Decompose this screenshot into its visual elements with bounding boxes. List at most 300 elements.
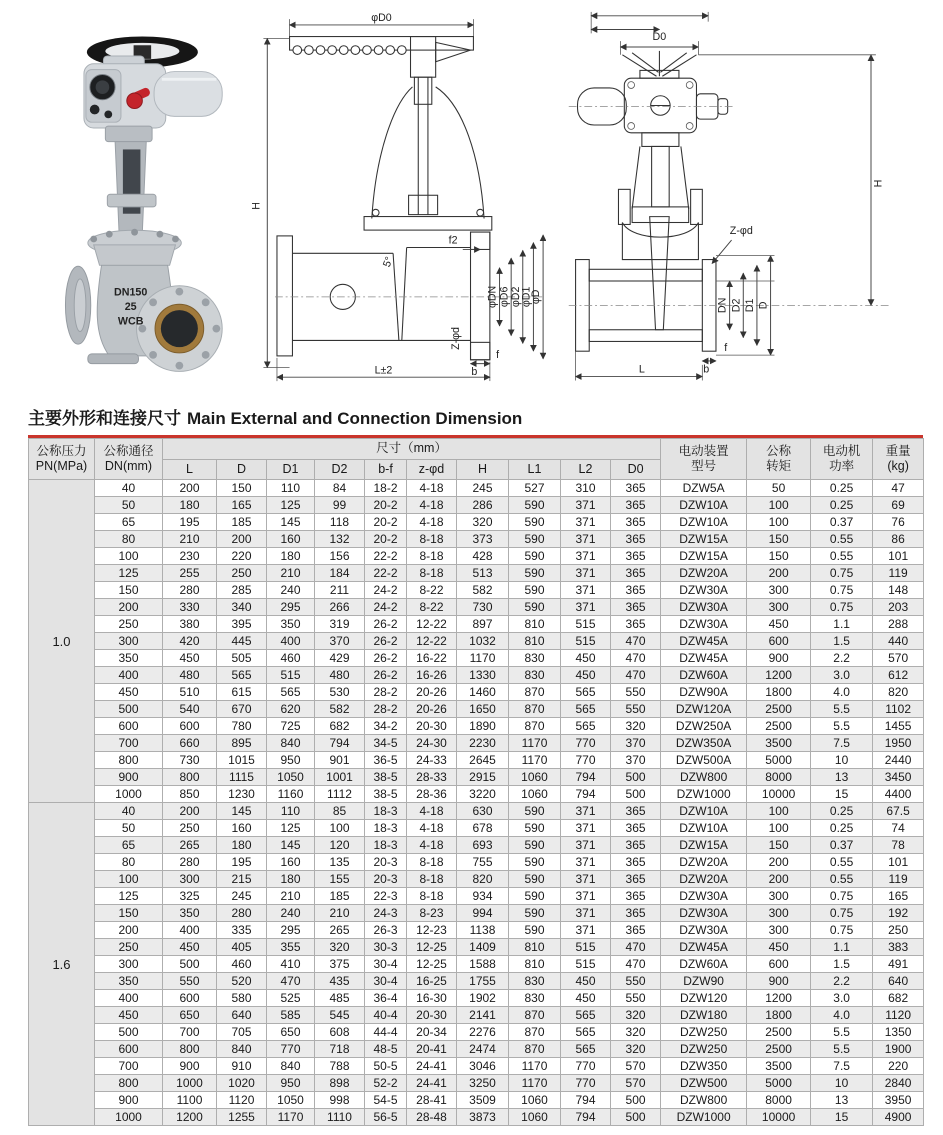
- cell-l1: 590: [509, 837, 561, 854]
- cell-power: 0.55: [811, 548, 873, 565]
- cell-weight: 570: [873, 650, 924, 667]
- cell-l2: 450: [561, 973, 611, 990]
- col-header-D1: D1: [267, 459, 315, 480]
- cell-weight: 4400: [873, 786, 924, 803]
- cell-l: 400: [163, 922, 217, 939]
- cell-z-phi-d: 20-34: [407, 1024, 457, 1041]
- cell-torque: 3500: [747, 1058, 811, 1075]
- cell-l: 420: [163, 633, 217, 650]
- cell-b-f: 28-2: [365, 684, 407, 701]
- cell-d2: 84: [315, 480, 365, 497]
- cell-dn: 125: [95, 888, 163, 905]
- cell-weight: 101: [873, 548, 924, 565]
- cell-dn: 50: [95, 497, 163, 514]
- cell-d0: 365: [611, 548, 661, 565]
- cell-l2: 565: [561, 718, 611, 735]
- cell-l1: 590: [509, 599, 561, 616]
- cell-d1: 180: [267, 871, 315, 888]
- cell-h: 3250: [457, 1075, 509, 1092]
- figure-row: [0, 0, 943, 398]
- cell-weight: 440: [873, 633, 924, 650]
- cell-b-f: 24-3: [365, 905, 407, 922]
- cell-weight: 119: [873, 871, 924, 888]
- cell-b-f: 36-4: [365, 990, 407, 1007]
- cell-d1: 950: [267, 1075, 315, 1092]
- cell-d0: 470: [611, 650, 661, 667]
- cell-weight: 2840: [873, 1075, 924, 1092]
- cell-d2: 120: [315, 837, 365, 854]
- cell-power: 1.1: [811, 939, 873, 956]
- cell-weight: 47: [873, 480, 924, 497]
- cell-d0: 365: [611, 497, 661, 514]
- cell-l2: 371: [561, 531, 611, 548]
- cell-b-f: 24-2: [365, 582, 407, 599]
- cell-h: 1755: [457, 973, 509, 990]
- cell-z-phi-d: 20-26: [407, 701, 457, 718]
- cell-d2: 545: [315, 1007, 365, 1024]
- cell-torque: 10000: [747, 1109, 811, 1126]
- cell-weight: 682: [873, 990, 924, 1007]
- table-row: [29, 922, 924, 939]
- cell-dn: 200: [95, 922, 163, 939]
- cell-torque: 200: [747, 854, 811, 871]
- cell-l: 650: [163, 1007, 217, 1024]
- cell-l1: 870: [509, 1024, 561, 1041]
- cell-d: 340: [217, 599, 267, 616]
- cell-d1: 950: [267, 752, 315, 769]
- table-row: [29, 990, 924, 1007]
- cell-d0: 370: [611, 752, 661, 769]
- cell-actuator-model: DZW5A: [661, 480, 747, 497]
- cell-actuator-model: DZW10A: [661, 820, 747, 837]
- cell-h: 2915: [457, 769, 509, 786]
- cell-l: 265: [163, 837, 217, 854]
- cell-d1: 400: [267, 633, 315, 650]
- col-header-weight: [873, 439, 924, 480]
- cell-l2: 770: [561, 735, 611, 752]
- cell-actuator-model: DZW350: [661, 1058, 747, 1075]
- dim-label-phi-d: φD: [530, 289, 543, 305]
- cell-d0: 500: [611, 1092, 661, 1109]
- dimension-table-wrap: [28, 435, 923, 1126]
- cell-b-f: 26-2: [365, 667, 407, 684]
- table-row: [29, 582, 924, 599]
- table-row: [29, 599, 924, 616]
- cell-l: 500: [163, 956, 217, 973]
- cell-weight: 67.5: [873, 803, 924, 820]
- marking-25: 25: [124, 301, 137, 314]
- cell-l1: 527: [509, 480, 561, 497]
- cell-z-phi-d: 4-18: [407, 497, 457, 514]
- table-row: [29, 769, 924, 786]
- cell-power: 13: [811, 1092, 873, 1109]
- col-header-size-group: 尺寸（mm）: [163, 439, 661, 460]
- cell-h: 994: [457, 905, 509, 922]
- cell-d1: 125: [267, 497, 315, 514]
- col-header-dn: [95, 439, 163, 480]
- cell-actuator-model: DZW45A: [661, 633, 747, 650]
- cell-dn: 65: [95, 837, 163, 854]
- table-row: [29, 701, 924, 718]
- cell-l1: 1170: [509, 735, 561, 752]
- cell-dn: 350: [95, 973, 163, 990]
- cell-l1: 870: [509, 684, 561, 701]
- cell-h: 1138: [457, 922, 509, 939]
- cell-b-f: 48-5: [365, 1041, 407, 1058]
- photo-yoke: [105, 126, 156, 231]
- cell-h: 2645: [457, 752, 509, 769]
- cell-power: 5.5: [811, 718, 873, 735]
- cell-b-f: 20-2: [365, 497, 407, 514]
- cell-d: 1255: [217, 1109, 267, 1126]
- cell-weight: 148: [873, 582, 924, 599]
- cell-d1: 585: [267, 1007, 315, 1024]
- marking-dn150: DN150: [114, 286, 148, 299]
- cell-z-phi-d: 8-22: [407, 582, 457, 599]
- cell-l2: 371: [561, 582, 611, 599]
- cell-actuator-model: DZW500: [661, 1075, 747, 1092]
- dim-label-d2: D2: [730, 298, 743, 313]
- cell-l2: 371: [561, 803, 611, 820]
- col-header-dn-unit: DN(mm): [104, 459, 153, 474]
- cell-d: 460: [217, 956, 267, 973]
- col-header-D: D: [217, 459, 267, 480]
- cell-actuator-model: DZW15A: [661, 531, 747, 548]
- cell-b-f: 22-2: [365, 565, 407, 582]
- cell-weight: 383: [873, 939, 924, 956]
- page-title-zh: 主要外形和连接尺寸: [28, 409, 181, 428]
- table-row: [29, 1092, 924, 1109]
- cell-h: 1890: [457, 718, 509, 735]
- col-header-model: [661, 439, 747, 480]
- cell-l2: 371: [561, 922, 611, 939]
- cell-d: 1015: [217, 752, 267, 769]
- cell-l1: 1170: [509, 1075, 561, 1092]
- cell-dn: 400: [95, 990, 163, 1007]
- cell-power: 0.25: [811, 803, 873, 820]
- cell-d0: 550: [611, 701, 661, 718]
- cell-d: 395: [217, 616, 267, 633]
- cell-b-f: 26-2: [365, 633, 407, 650]
- cell-z-phi-d: 12-25: [407, 939, 457, 956]
- cell-l2: 371: [561, 820, 611, 837]
- cell-l2: 450: [561, 990, 611, 1007]
- cell-torque: 900: [747, 650, 811, 667]
- cell-dn: 600: [95, 718, 163, 735]
- cell-weight: 119: [873, 565, 924, 582]
- cell-weight: 3450: [873, 769, 924, 786]
- cell-dn: 800: [95, 1075, 163, 1092]
- cell-dn: 40: [95, 803, 163, 820]
- cell-l1: 590: [509, 854, 561, 871]
- cell-torque: 150: [747, 531, 811, 548]
- cell-d1: 110: [267, 803, 315, 820]
- cell-z-phi-d: 8-18: [407, 854, 457, 871]
- cell-b-f: 20-3: [365, 871, 407, 888]
- cell-d0: 470: [611, 667, 661, 684]
- cell-b-f: 34-2: [365, 718, 407, 735]
- col-header-model-line1: 电动装置: [678, 443, 729, 458]
- cell-torque: 2500: [747, 1024, 811, 1041]
- dim-label-phi-d0: φD0: [371, 12, 392, 25]
- cell-power: 0.75: [811, 565, 873, 582]
- cell-power: 0.75: [811, 922, 873, 939]
- cell-d: 145: [217, 803, 267, 820]
- cell-d: 280: [217, 905, 267, 922]
- cell-h: 1902: [457, 990, 509, 1007]
- table-row: [29, 973, 924, 990]
- cell-z-phi-d: 4-18: [407, 514, 457, 531]
- cell-d1: 295: [267, 922, 315, 939]
- cell-torque: 1200: [747, 990, 811, 1007]
- cell-d: 285: [217, 582, 267, 599]
- col-header-L1: L1: [509, 459, 561, 480]
- cell-power: 10: [811, 752, 873, 769]
- cell-h: 320: [457, 514, 509, 531]
- cell-d1: 650: [267, 1024, 315, 1041]
- cell-d2: 435: [315, 973, 365, 990]
- dim-label-z-phi-d: Z-φd: [729, 225, 753, 238]
- cell-l1: 870: [509, 718, 561, 735]
- cell-dn: 80: [95, 531, 163, 548]
- cell-z-phi-d: 8-18: [407, 888, 457, 905]
- cell-d0: 570: [611, 1058, 661, 1075]
- table-row: [29, 1109, 924, 1126]
- cell-torque: 1200: [747, 667, 811, 684]
- cell-d2: 1001: [315, 769, 365, 786]
- cell-l2: 450: [561, 667, 611, 684]
- cell-torque: 1800: [747, 1007, 811, 1024]
- cell-d: 580: [217, 990, 267, 1007]
- cell-z-phi-d: 20-41: [407, 1041, 457, 1058]
- cell-h: 693: [457, 837, 509, 854]
- cell-h: 373: [457, 531, 509, 548]
- cell-z-phi-d: 16-25: [407, 973, 457, 990]
- marking-wcb: WCB: [117, 315, 144, 328]
- cell-d0: 365: [611, 582, 661, 599]
- cell-dn: 150: [95, 905, 163, 922]
- table-row: [29, 905, 924, 922]
- cell-actuator-model: DZW90A: [661, 684, 747, 701]
- cell-d: 565: [217, 667, 267, 684]
- cell-l1: 590: [509, 803, 561, 820]
- cell-actuator-model: DZW10A: [661, 497, 747, 514]
- cell-z-phi-d: 16-26: [407, 667, 457, 684]
- cell-d2: 266: [315, 599, 365, 616]
- cell-h: 755: [457, 854, 509, 871]
- cell-d1: 210: [267, 888, 315, 905]
- cell-l: 600: [163, 718, 217, 735]
- cell-dn: 80: [95, 854, 163, 871]
- cell-power: 0.75: [811, 888, 873, 905]
- cell-h: 2276: [457, 1024, 509, 1041]
- table-row: [29, 531, 924, 548]
- cell-b-f: 44-4: [365, 1024, 407, 1041]
- cell-l1: 590: [509, 820, 561, 837]
- cell-h: 1460: [457, 684, 509, 701]
- cell-l: 195: [163, 514, 217, 531]
- cell-z-phi-d: 16-30: [407, 990, 457, 1007]
- cell-l2: 794: [561, 786, 611, 803]
- cell-dn: 800: [95, 752, 163, 769]
- cell-z-phi-d: 16-22: [407, 650, 457, 667]
- col-header-H: H: [457, 459, 509, 480]
- dim-label-phi-dn: φDN: [486, 285, 499, 308]
- cell-weight: 74: [873, 820, 924, 837]
- table-row: [29, 786, 924, 803]
- cell-b-f: 28-2: [365, 701, 407, 718]
- cell-weight: 820: [873, 684, 924, 701]
- cell-l1: 590: [509, 582, 561, 599]
- dim-label-h: H: [872, 179, 885, 188]
- cell-l: 200: [163, 803, 217, 820]
- cell-actuator-model: DZW180: [661, 1007, 747, 1024]
- dim-label-d: D: [757, 301, 770, 310]
- cell-l: 325: [163, 888, 217, 905]
- table-header: [29, 439, 924, 480]
- cell-dn: 65: [95, 514, 163, 531]
- cell-l1: 590: [509, 548, 561, 565]
- cell-z-phi-d: 12-22: [407, 616, 457, 633]
- cell-l: 660: [163, 735, 217, 752]
- cell-d1: 770: [267, 1041, 315, 1058]
- cell-d1: 240: [267, 582, 315, 599]
- cell-l1: 590: [509, 497, 561, 514]
- cell-z-phi-d: 4-18: [407, 820, 457, 837]
- cell-l: 730: [163, 752, 217, 769]
- cell-h: 2230: [457, 735, 509, 752]
- cell-d2: 156: [315, 548, 365, 565]
- cell-weight: 1350: [873, 1024, 924, 1041]
- cell-d1: 1050: [267, 1092, 315, 1109]
- cell-power: 0.25: [811, 820, 873, 837]
- col-header-weight-line2: (kg): [887, 459, 909, 474]
- cell-d: 150: [217, 480, 267, 497]
- cell-weight: 1950: [873, 735, 924, 752]
- cell-z-phi-d: 8-18: [407, 548, 457, 565]
- cell-weight: 1102: [873, 701, 924, 718]
- cell-d: 405: [217, 939, 267, 956]
- cell-d2: 682: [315, 718, 365, 735]
- cell-torque: 450: [747, 616, 811, 633]
- cell-power: 1.5: [811, 956, 873, 973]
- dim-label-phi-d6: φD6: [498, 286, 511, 308]
- cell-d2: 185: [315, 888, 365, 905]
- cell-l2: 565: [561, 1007, 611, 1024]
- cell-torque: 150: [747, 837, 811, 854]
- cell-actuator-model: DZW15A: [661, 837, 747, 854]
- cell-power: 0.25: [811, 497, 873, 514]
- cell-d: 165: [217, 497, 267, 514]
- table-row: [29, 1024, 924, 1041]
- cell-b-f: 40-4: [365, 1007, 407, 1024]
- cell-l1: 590: [509, 905, 561, 922]
- cell-torque: 2500: [747, 1041, 811, 1058]
- cell-h: 2474: [457, 1041, 509, 1058]
- dim-label-phi-d2: φD2: [509, 286, 522, 308]
- cell-b-f: 26-2: [365, 616, 407, 633]
- table-row: [29, 480, 924, 497]
- dim-label-dn: DN: [716, 297, 729, 314]
- cell-b-f: 20-2: [365, 514, 407, 531]
- cell-d: 1230: [217, 786, 267, 803]
- cell-d0: 365: [611, 922, 661, 939]
- cell-torque: 100: [747, 497, 811, 514]
- cell-actuator-model: DZW250: [661, 1041, 747, 1058]
- cell-l1: 810: [509, 616, 561, 633]
- cell-b-f: 26-2: [365, 650, 407, 667]
- cell-h: 1170: [457, 650, 509, 667]
- cell-d0: 365: [611, 905, 661, 922]
- cell-dn: 400: [95, 667, 163, 684]
- cell-dn: 150: [95, 582, 163, 599]
- cell-actuator-model: DZW20A: [661, 854, 747, 871]
- cell-d2: 99: [315, 497, 365, 514]
- cell-z-phi-d: 24-41: [407, 1075, 457, 1092]
- cell-torque: 100: [747, 803, 811, 820]
- cell-b-f: 30-4: [365, 973, 407, 990]
- cell-d: 160: [217, 820, 267, 837]
- cell-z-phi-d: 28-36: [407, 786, 457, 803]
- cell-dn: 900: [95, 1092, 163, 1109]
- cell-d1: 1170: [267, 1109, 315, 1126]
- table-row: [29, 650, 924, 667]
- cell-weight: 491: [873, 956, 924, 973]
- cell-z-phi-d: 12-23: [407, 922, 457, 939]
- cell-d1: 145: [267, 514, 315, 531]
- cell-d2: 1112: [315, 786, 365, 803]
- cell-power: 13: [811, 769, 873, 786]
- table-row: [29, 633, 924, 650]
- cell-actuator-model: DZW90: [661, 973, 747, 990]
- cell-d: 250: [217, 565, 267, 582]
- cell-power: 7.5: [811, 735, 873, 752]
- cell-actuator-model: DZW250A: [661, 718, 747, 735]
- cell-h: 1330: [457, 667, 509, 684]
- cell-d2: 429: [315, 650, 365, 667]
- cell-actuator-model: DZW10A: [661, 514, 747, 531]
- cell-d: 640: [217, 1007, 267, 1024]
- cell-d0: 320: [611, 1041, 661, 1058]
- cell-power: 15: [811, 1109, 873, 1126]
- cell-actuator-model: DZW10A: [661, 803, 747, 820]
- cell-l2: 371: [561, 837, 611, 854]
- col-header-D0: D0: [611, 459, 661, 480]
- cell-z-phi-d: 20-30: [407, 718, 457, 735]
- pressure-group-cell: 1.0: [29, 480, 95, 803]
- cell-dn: 100: [95, 548, 163, 565]
- cell-z-phi-d: 28-41: [407, 1092, 457, 1109]
- cell-l1: 590: [509, 871, 561, 888]
- photo-actuator: [84, 56, 222, 128]
- cell-torque: 100: [747, 514, 811, 531]
- table-row: [29, 1041, 924, 1058]
- cell-actuator-model: DZW800: [661, 1092, 747, 1109]
- cell-power: 0.37: [811, 514, 873, 531]
- cell-power: 4.0: [811, 1007, 873, 1024]
- cell-d0: 365: [611, 480, 661, 497]
- cell-l2: 770: [561, 1075, 611, 1092]
- cell-l1: 830: [509, 667, 561, 684]
- cell-b-f: 30-4: [365, 956, 407, 973]
- cell-d: 245: [217, 888, 267, 905]
- cell-actuator-model: DZW250: [661, 1024, 747, 1041]
- col-header-weight-line1: 重量: [885, 443, 911, 458]
- dim-label-l: L±2: [374, 364, 393, 377]
- cell-dn: 900: [95, 769, 163, 786]
- cell-torque: 450: [747, 939, 811, 956]
- dim-label-f2: f2: [448, 234, 458, 247]
